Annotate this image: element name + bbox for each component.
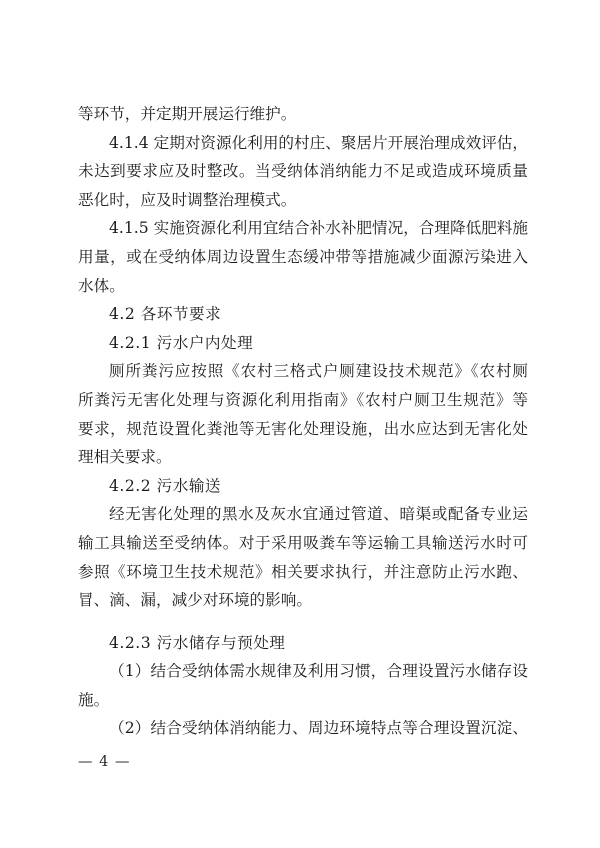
text-line: 施。 (78, 690, 110, 709)
text-line: 厕所粪污应按照《农村三格式户厕建设技术规范》《农村厕 (109, 362, 528, 381)
text-line: 经无害化处理的黑水及灰水宜通过管道、暗渠或配备专业运 (109, 505, 528, 524)
text-line: 参照《环境卫生技术规范》相关要求执行，并注意防止污水跑、 (78, 562, 528, 581)
text-line: （1）结合受纳体需水规律及利用习惯，合理设置污水储存设 (109, 662, 528, 681)
text-line: 输工具输送至受纳体。对于采用吸粪车等运输工具输送污水时可 (78, 533, 528, 552)
text-line: 等环节，并定期开展运行维护。 (78, 105, 297, 123)
text-line: 要求，规范设置化粪池等无害化处理设施，出水应达到无害化处 (78, 419, 528, 438)
page-number-footer: — 4 — (78, 754, 131, 770)
heading-4-2-3: 4.2.3 污水储存与预处理 (109, 633, 286, 652)
heading-4-2-1: 4.2.1 污水户内处理 (109, 333, 254, 352)
text-line: 用量，或在受纳体周边设置生态缓冲带等措施减少面源污染进入 (78, 247, 528, 266)
text-line: 未达到要求应及时整改。当受纳体消纳能力不足或造成环境质量 (78, 162, 528, 181)
text-line: 理相关要求。 (78, 448, 172, 467)
text-line: 冒、滴、漏，减少对环境的影响。 (78, 591, 312, 610)
text-line: 水体。 (78, 276, 125, 295)
heading-4-2: 4.2 各环节要求 (109, 305, 222, 324)
document-body (78, 100, 528, 743)
text-line: 4.1.4 定期对资源化利用的村庄、聚居片开展治理成效评估， (109, 133, 528, 152)
heading-4-2-2: 4.2.2 污水输送 (109, 476, 222, 495)
text-line: 4.1.5 实施资源化利用宜结合补水补肥情况，合理降低肥料施 (109, 219, 528, 238)
text-line: （2）结合受纳体消纳能力、周边环境特点等合理设置沉淀、 (109, 719, 528, 738)
text-line: 所粪污无害化处理与资源化利用指南》《农村户厕卫生规范》等 (78, 390, 528, 409)
text-line: 恶化时，应及时调整治理模式。 (78, 190, 297, 209)
